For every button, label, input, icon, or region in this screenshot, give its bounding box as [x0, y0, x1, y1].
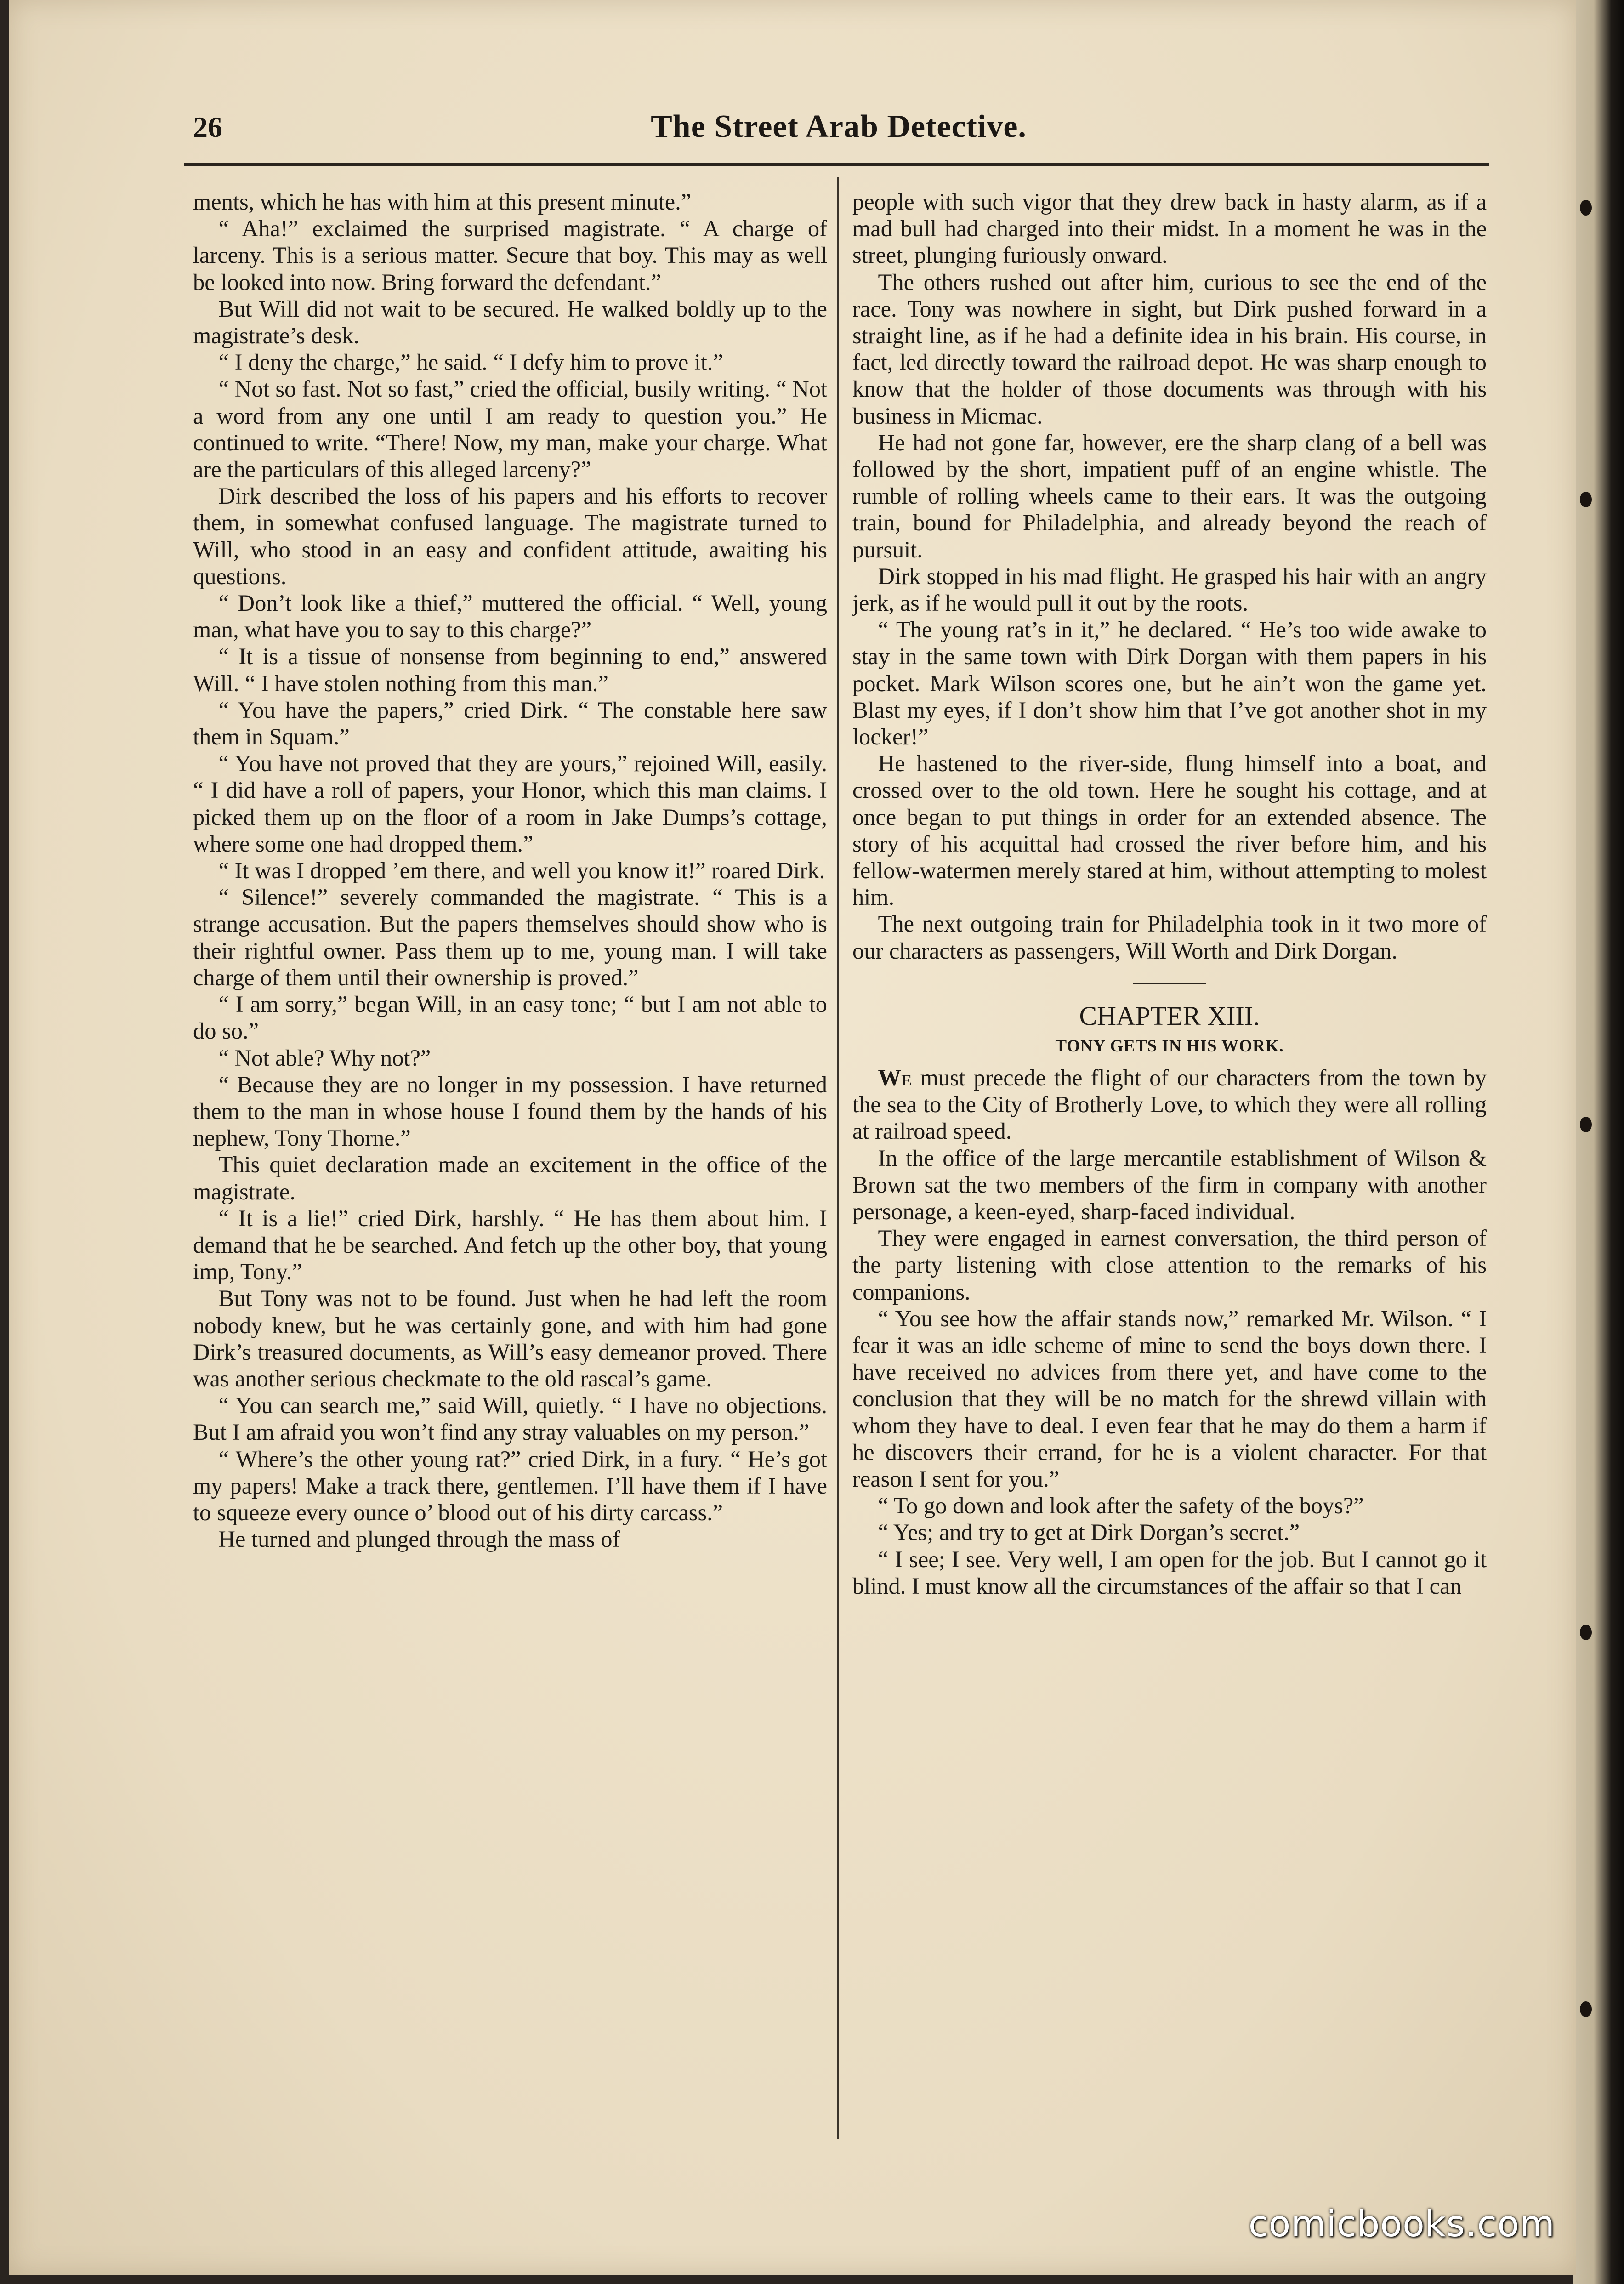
- paragraph: “ I am sorry,” began Will, in an easy tone; “ but I am not able to do so.”: [193, 991, 827, 1044]
- paragraph: They were engaged in earnest conversation, the third person of the party listening with close attention to the remarks of his companions.: [852, 1225, 1487, 1305]
- chapter-heading: [852, 983, 1487, 1061]
- paragraph: The others rushed out after him, curious to see the end of the race. Tony was nowhere in sight, but Dirk pushed forward in a straight line, as if he had a definite idea in his brain. His course, in fact, led directly toward the railroad depot. He was sharp enough to know that the holder of those documents was through with his business in Micmac.: [852, 269, 1487, 429]
- paragraph: “ It is a tissue of nonsense from beginning to end,” answered Will. “ I have stolen nothing from this man.”: [193, 643, 827, 696]
- paragraph: “ The young rat’s in it,” he declared. “ He’s too wide awake to stay in the same town with Dirk Dorgan with them papers in his pocket. Mark Wilson scores one, but he ain’t won the game yet. Blast my eyes, if I don’t show him that I’ve got another shot in my locker!”: [852, 617, 1487, 750]
- paragraph: But Tony was not to be found. Just when he had left the room nobody knew, but he was certainly gone, and with him had gone Dirk’s treasured documents, as Will’s easy demeanor proved. There was another serious checkmate to the old rascal’s game.: [193, 1285, 827, 1392]
- paragraph: “ It was I dropped ’em there, and well you know it!” roared Dirk.: [218, 858, 825, 884]
- paragraph: This quiet declaration made an excitement in the office of the magistrate.: [193, 1152, 827, 1204]
- paragraph: Dirk stopped in his mad flight. He grasped his hair with an angry jerk, as if he would pull it out by the roots.: [852, 563, 1487, 616]
- paragraph: “ Not able? Why not?”: [218, 1045, 431, 1071]
- running-head: [184, 106, 1493, 156]
- paragraph: “ Aha!” exclaimed the surprised magistrate. “ A charge of larceny. This is a serious matter. Secure that boy. This may as well be looked into now. Bring forward the defendant.”: [193, 216, 827, 295]
- paragraph: “ Silence!” severely commanded the magistrate. “ This is a strange accusation. But the papers themselves should show who is their rightful owner. Pass them up to me, young man. I will take charge of them until their ownership is proved.”: [193, 884, 827, 990]
- chapter-rule: [1133, 983, 1206, 984]
- paragraph: people with such vigor that they drew back in hasty alarm, as if a mad bull had charged into their midst. In a moment he was in the street, plunging furiously onward.: [852, 189, 1487, 268]
- binding-hole: [1580, 200, 1592, 216]
- paragraph: Dirk described the loss of his papers and his efforts to recover them, in somewhat confused language. The magistrate turned to Will, who stood in an easy and confident attitude, awaiting his questions.: [193, 483, 827, 589]
- scan-edge: [1573, 0, 1624, 2284]
- watermark: comicbooks.com: [1248, 2204, 1555, 2245]
- paragraph: “ You have not proved that they are yours,” rejoined Will, easily. “ I did have a roll of papers, your Honor, which this man claims. I picked them up on the floor of a room in Jake Dumps’s cottage, where some one had dropped them.”: [193, 750, 827, 857]
- chapter-subtitle: TONY GETS IN HIS WORK.: [1055, 1036, 1284, 1056]
- paragraph: “ I see; I see. Very well, I am open for the job. But I cannot go it blind. I must know all the circumstances of the affair so that I can: [852, 1546, 1487, 1599]
- binding-hole: [1580, 2001, 1592, 2017]
- binding-hole: [1580, 1625, 1592, 1640]
- paragraph: “ Not so fast. Not so fast,” cried the official, busily writing. “ Not a word from any one until I am ready to question you.” He continued to write. “There! Now, my man, make your charge. What are the particulars of this alleged larceny?”: [193, 376, 827, 483]
- paragraph: “ You have the papers,” cried Dirk. “ The constable here saw them in Squam.”: [193, 697, 827, 750]
- paragraph: He hastened to the river-side, flung himself into a boat, and crossed over to the old town. Here he sought his cottage, and at once began to put things in order for an extended absence. The story of his acquittal had crossed the river before him, and his fellow-watermen merely stared at him, without attempting to molest him.: [852, 750, 1487, 910]
- paragraph: “ Yes; and try to get at Dirk Dorgan’s secret.”: [878, 1519, 1300, 1545]
- binding-hole: [1580, 1117, 1592, 1132]
- paragraph: The next outgoing train for Philadelphia took in it two more of our characters as passengers, Will Worth and Dirk Dorgan.: [852, 911, 1487, 964]
- paragraph: “ You can search me,” said Will, quietly. “ I have no objections. But I am afraid you won’t find any stray valuables on my person.”: [193, 1392, 827, 1445]
- paragraph: “ It is a lie!” cried Dirk, harshly. “ He has them about him. I demand that he be searched. And fetch up the other boy, that young imp, Tony.”: [193, 1205, 827, 1285]
- binding-hole: [1580, 492, 1592, 507]
- paragraph: “ You see how the affair stands now,” remarked Mr. Wilson. “ I fear it was an idle scheme of mine to send the boys down there. I have received no advices from there yet, and have come to the conclusion that they will be no match for the shrewd villain with whom they have to deal. I even fear that he may do them a harm if he discovers their errand, for he is a violent character. For that reason I sent for you.”: [852, 1305, 1487, 1492]
- book-page: [9, 0, 1576, 2275]
- page-number: 26: [193, 111, 222, 143]
- paragraph: He turned and plunged through the mass of: [218, 1526, 620, 1552]
- opening-word: We: [878, 1064, 912, 1091]
- column-rule: [837, 177, 839, 2139]
- paragraph: In the office of the large mercantile establishment of Wilson & Brown sat the two members of the firm in company with another personage, a keen-eyed, sharp-faced individual.: [852, 1145, 1487, 1224]
- header-rule: [184, 163, 1489, 166]
- chapter-title: CHAPTER XIII.: [1079, 1000, 1260, 1031]
- paragraph: “ Don’t look like a thief,” muttered the official. “ Well, young man, what have you to say to this charge?”: [193, 590, 827, 643]
- paragraph: “ Because they are no longer in my possession. I have returned them to the man in whose house I found them by the hands of his nephew, Tony Thorne.”: [193, 1071, 827, 1151]
- paragraph: [852, 1064, 1487, 1145]
- paragraph: “ To go down and look after the safety of the boys?”: [878, 1493, 1364, 1519]
- paragraph: He had not gone far, however, ere the sharp clang of a bell was followed by the short, impatient puff of an engine whistle. The rumble of rolling wheels came to their ears. It was the outgoing train, bound for Philadelphia, and already beyond the reach of pursuit.: [852, 429, 1487, 562]
- opening-text: must precede the flight of our characters from the town by the sea to the City of Brotherly Love, to which they were all rolling at railroad speed.: [852, 1064, 1487, 1144]
- paragraph: “ Where’s the other young rat?” cried Dirk, in a fury. “ He’s got my papers! Make a track there, gentlemen. I’ll have them if I have to squeeze every ounce o’ blood out of his dirty carcass.”: [193, 1446, 827, 1525]
- paragraph: But Will did not wait to be secured. He walked boldly up to the magistrate’s desk.: [193, 295, 827, 349]
- left-column: [193, 188, 827, 2146]
- paragraph: “ I deny the charge,” he said. “ I defy him to prove it.”: [218, 349, 723, 375]
- running-title: The Street Arab Detective.: [651, 109, 1027, 144]
- right-column: [852, 188, 1487, 2146]
- paragraph: ments, which he has with him at this present minute.”: [193, 189, 692, 215]
